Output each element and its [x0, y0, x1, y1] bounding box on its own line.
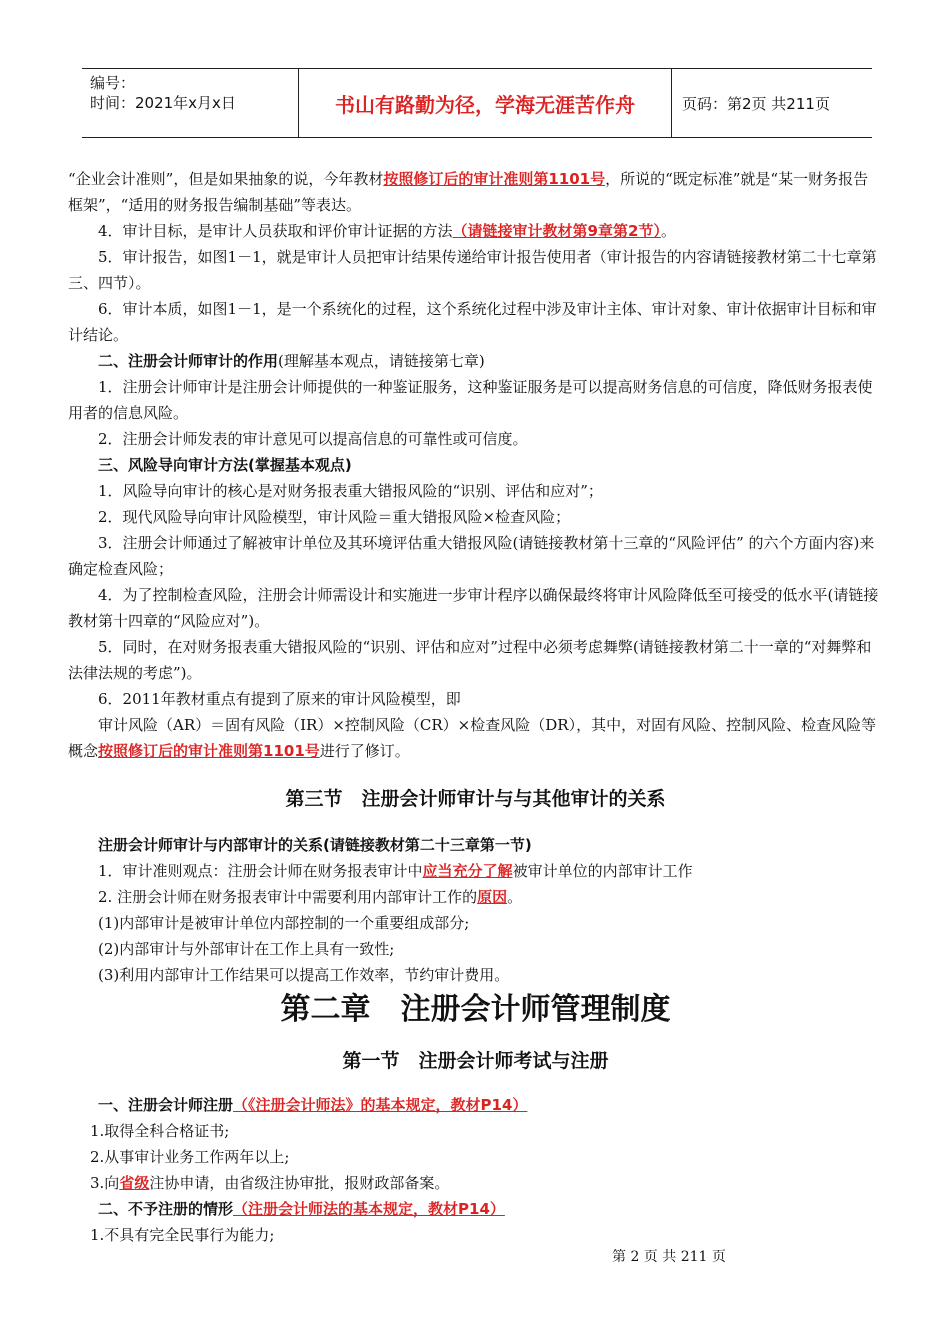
- document-body: [68, 166, 883, 1248]
- list-item: 1.取得全科合格证书;: [90, 1122, 230, 1140]
- paragraph: “企业会计准则”，但是如果抽象的说，今年教材按照修订后的审计准则第1101号，所说的“既定标准”就是“某一财务报告框架”，“适用的财务报告编制基础”等表达。: [68, 170, 869, 214]
- paragraph: 1．审计准则观点：注册会计师在财务报表审计中应当充分了解被审计单位的内部审计工作: [98, 862, 693, 880]
- textbook-link[interactable]: 按照修订后的审计准则第1101号: [383, 170, 606, 188]
- paragraph: 6．2011年教材重点有提到了原来的审计风险模型，即: [98, 690, 461, 708]
- header-meta: [82, 69, 299, 137]
- paragraph: 5．审计报告，如图1－1，就是审计人员把审计结果传递给审计报告使用者（审计报告的内容请链接教材第二十七章第三、四节）。: [68, 248, 877, 292]
- textbook-link[interactable]: （注册会计师法的基本规定，教材P14）: [233, 1200, 505, 1218]
- paragraph: 1．风险导向审计的核心是对财务报表重大错报风险的“识别、评估和应对”；: [98, 482, 603, 500]
- paragraph: 2．现代风险导向审计风险模型，审计风险＝重大错报风险×检查风险；: [98, 508, 571, 526]
- paragraph: 4．为了控制检查风险，注册会计师需设计和实施进一步审计程序以确保最终将审计风险降低至可接受的低水平(请链接教材第十四章的“风险应对”)。: [68, 586, 879, 630]
- section-heading: 一、注册会计师注册（《注册会计师法》的基本规定，教材P14）: [98, 1096, 528, 1114]
- list-item: (3)利用内部审计工作结果可以提高工作效率，节约审计费用。: [98, 966, 510, 984]
- paragraph: 2. 注册会计师在财务报表审计中需要利用内部审计工作的原因。: [98, 888, 523, 906]
- paragraph: 5．同时，在对财务报表重大错报风险的“识别、评估和应对”过程中必须考虑舞弊(请链接教材第二十一章的“对舞弊和法律法规的考虑”)。: [68, 638, 872, 682]
- paragraph: 4．审计目标，是审计人员获取和评价审计证据的方法（请链接审计教材第9章第2节）。: [98, 222, 676, 240]
- section-title: 第三节 注册会计师审计与与其他审计的关系: [285, 788, 666, 810]
- chapter-title: 第二章 注册会计师管理制度: [280, 992, 671, 1027]
- list-item: (1)内部审计是被审计单位内部控制的一个重要组成部分;: [98, 914, 470, 932]
- textbook-link[interactable]: （请链接审计教材第9章第2节）: [452, 222, 661, 240]
- paragraph: 2．注册会计师发表的审计意见可以提高信息的可靠性或可信度。: [98, 430, 528, 448]
- emphasis-link[interactable]: 原因: [477, 888, 508, 906]
- section-heading: 二、不予注册的情形（注册会计师法的基本规定，教材P14）: [98, 1200, 505, 1218]
- textbook-link[interactable]: （《注册会计师法》的基本规定，教材P14）: [233, 1096, 528, 1114]
- list-item: (2)内部审计与外部审计在工作上具有一致性;: [98, 940, 395, 958]
- page-header: [82, 68, 872, 138]
- paragraph: 3．注册会计师通过了解被审计单位及其环境评估重大错报风险(请链接教材第十三章的“风险评估” 的六个方面内容)来确定检查风险；: [68, 534, 875, 578]
- emphasis-link[interactable]: 应当充分了解: [422, 862, 513, 880]
- header-motto: 书山有路勤为径，学海无涯苦作舟: [299, 69, 672, 137]
- number-label: 编号：: [90, 74, 136, 92]
- time-label: 时间：2021年x月x日: [90, 94, 236, 112]
- header-page-info: 页码：第2页 共211页: [682, 94, 830, 113]
- subsection-heading: 注册会计师审计与内部审计的关系(请链接教材第二十三章第一节): [98, 836, 532, 854]
- textbook-link[interactable]: 按照修订后的审计准则第1101号: [98, 742, 320, 760]
- list-item: 3.向省级注协申请，由省级注协审批，报财政部备案。: [90, 1174, 450, 1192]
- paragraph: 1．注册会计师审计是注册会计师提供的一种鉴证服务，这种鉴证服务是可以提高财务信息的可信度，降低财务报表使用者的信息风险。: [68, 378, 873, 422]
- page-footer: 第 2 页 共 211 页: [612, 1249, 726, 1265]
- section-heading: 三、风险导向审计方法(掌握基本观点): [98, 456, 352, 474]
- section-heading: 二、注册会计师审计的作用(理解基本观点，请链接第七章): [98, 352, 485, 370]
- section-title: 第一节 注册会计师考试与注册: [342, 1050, 609, 1072]
- list-item: 1.不具有完全民事行为能力;: [90, 1226, 275, 1244]
- list-item: 2.从事审计业务工作两年以上;: [90, 1148, 290, 1166]
- paragraph: 6．审计本质，如图1－1，是一个系统化的过程，这个系统化过程中涉及审计主体、审计对象、审计依据审计目标和审计结论。: [68, 300, 877, 344]
- paragraph: 审计风险（AR）＝固有风险（IR）×控制风险（CR）×检查风险（DR），其中，对固有风险、控制风险、检查风险等概念按照修订后的审计准则第1101号进行了修订。: [68, 716, 877, 760]
- emphasis-link[interactable]: 省级: [119, 1174, 150, 1192]
